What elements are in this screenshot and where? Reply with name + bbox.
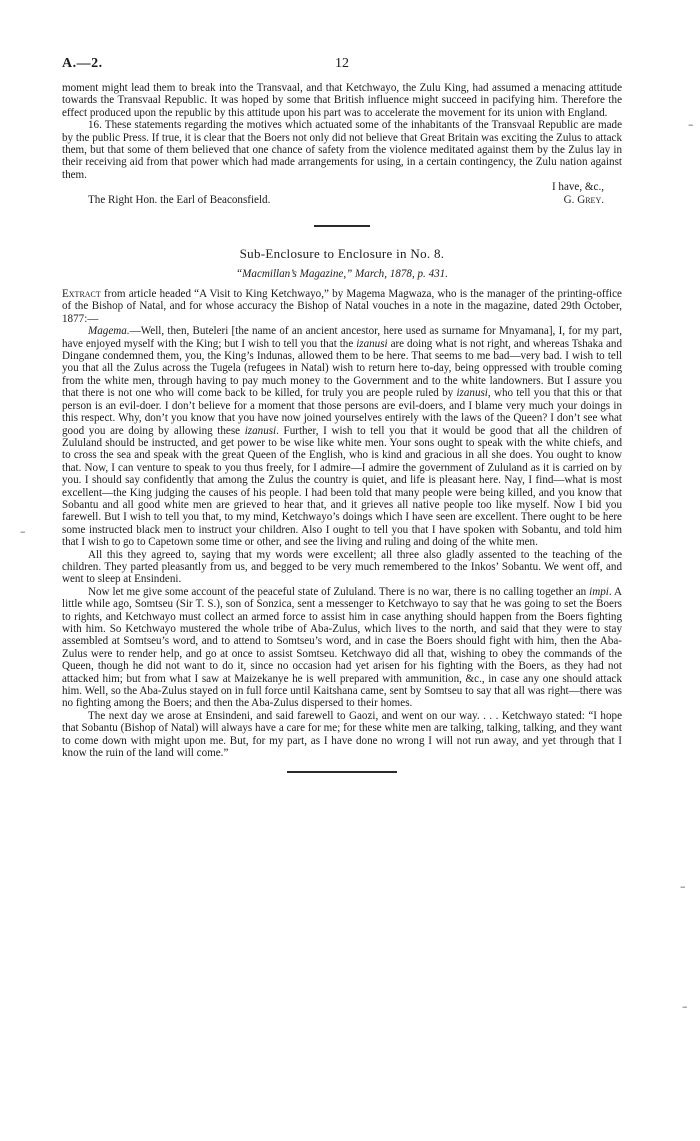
text-run: . Further, I wish to tell you that it would be good that all the children of Zululand should be instructed, and get power to be wise like white men. Your sons ought to speak with the white chiefs, and to cross the sea and speak with the great Queen of the English, who is kind and gracious in all she does. You ought to know that. Now, I can venture to speak to you thus freely, for I admire—I admire the government of Zululand as it is carried on by you. I should say confidently that among the Zulus the country is quiet, and life is pleasant here. Nay, I find—what is most excellent—the King judging the causes of his people. I had been told that many people were being killed, and you know that Sobantu and all good white men are grieved to hear that, and it grieves all native people too like myself. Now I bid you farewell. But I wish to tell you that, to my mind, Ketchwayo’s doings which I have seen are excellent. There ought to be here some instructed black men to instruct your children. Also I ought to tell you that I have spoken with Sobantu, and told him that I wish to go to Capetown some time or other, and see the living and ruling and doing of the white men. (62, 424, 622, 549)
paragraph-peace (62, 586, 622, 710)
paragraph-agreed: All this they agreed to, saying that my words were excellent; all three also gladly assented to the teaching of the children. They parted pleasantly from us, and begged to be very much remembered to the Inkos’ Sobantu. We went off, and went to sleep at Ensindeni. (62, 548, 622, 586)
extract-text: from article headed “A Visit to King Ketchwayo,” by Magema Magwaza, who is the manager of the printing-office of the Bishop of Natal, and for whose accuracy the Bishop of Natal vouches in a note in the magazine, dated 29th October, 1877:— (62, 288, 622, 325)
paragraph-16: 16. These statements regarding the motives which actuated some of the inhabitants of the Transvaal Republic are made by the public Press. If true, it is clear that the Boers not only did not believe that Great Britain was exciting the Zulus to attack them, but that some of them believed that one chance of safety from the violence meditated against them by the Zulus lay in their receiving aid from that power which had made arrangements for using, in a certain contingency, the Zulu nation against them. (62, 119, 622, 181)
addressee: The Right Hon. the Earl of Beaconsfield. (88, 193, 271, 206)
end-divider (287, 771, 397, 773)
italic-term: izanusi (244, 424, 277, 437)
extract-intro (62, 288, 622, 325)
text-run: —Well, then, Buteleri [the name of an ancient ancestor, here used as surname for Mnyamana], I, for my part, have enjoyed myself with the King; but I wish to tell you that the (62, 325, 622, 350)
extract-body (62, 288, 622, 759)
extract-lead: Extract (62, 288, 101, 301)
margin-mark: – (20, 525, 26, 538)
margin-mark: – (680, 880, 686, 893)
signature (564, 194, 604, 206)
margin-mark: – (682, 1000, 688, 1013)
signature-name: G. Grey. (563, 193, 604, 206)
text-run: . A little while ago, Somtseu (Sir T. S.), son of Sonzica, sent a messenger to Ketchwayo to say that he was going to set the Boers to rights, and Ketchwayo must collect an armed force to assist him in case anything should happen from the Boers fighting with him. So Ketchwayo mustered the whole tribe of Aba-Zulus, which lives to the north, and said that they were to stay assembled at Somtseu’s word, and to attend to Somtseu’s word, and in case the Boers should fight with him, then the Aba-Zulus were to render help, and go at once to assist Somtseu. Ketchwayo did all that, wishing to obey the commands of the Queen, though he did not want to do it, since no occasion had yet arisen for his fighting with the Boers, as they had not attacked him; but from what I saw at Maizekanye he is well prepared with ammunition, &c., in case any one should attack him. Well, so the Aba-Zulus stayed on in full force until Kaitshana came, sent by Somtseu to say that all was right—there was no fighting among the Boers; and then the Aba-Zulus dispersed to their homes. (62, 585, 622, 710)
section-divider (314, 225, 370, 227)
italic-term: izanusi (456, 387, 488, 400)
text-run: , who tell you that this or that person is an evil-doer. I don’t believe for a moment that those persons are evil-doers, and I blame very much your doings in this respect. Why, don’t you know that you have now joined yourselves entirely with the laws of the Queen? I don’t see what good you are doing by allowing these (62, 387, 622, 437)
speaker-name: Magema. (88, 325, 130, 338)
paragraph-magema (62, 325, 622, 548)
document-code: A.—2. (62, 56, 103, 71)
source-citation: “Macmillan’s Magazine,” March, 1878, p. 431. (235, 268, 448, 281)
closing-line: I have, &c., (551, 181, 604, 194)
text-run: are doing what is not right, and whereas Tshaka and Dingane condemned them, you, the King’s Indunas, allowed them to be here. That seems to me bad—very bad. I wish to tell you that all the Zulus across the Tugela (refugees in Natal) wish to return here to-day, being oppressed with trouble coming from the white men, through having to pay much money to the Government and to the white landowners. But I assure you that there is not one who will come back to be killed, for truly you are people ruled by (62, 337, 622, 400)
page-number: 12 (335, 56, 349, 71)
italic-term: izanusi (356, 337, 388, 350)
margin-mark: – (688, 118, 694, 131)
italic-term: impi (589, 585, 609, 598)
paragraph-next-day: The next day we arose at Ensindeni, and said farewell to Gaozi, and went on our way. . . . Ketchwayo stated: “I hope that Sobantu (Bishop of Natal) will always have a care for me; for these white men are talking, talking, talking, and they want to come down with might upon me. But, for my part, as I have done no wrong I will not run away, and yet through that I know the ruin of the land will come.” (62, 709, 622, 760)
document-page (62, 56, 622, 773)
page-header (62, 56, 622, 76)
text-run: Now let me give some account of the peaceful state of Zululand. There is no war, there is no calling together an (88, 585, 590, 598)
letter-body (62, 82, 622, 206)
paragraph-intro: moment might lead them to break into the Transvaal, and that Ketchwayo, the Zulu King, had assumed a menacing attitude towards the Transvaal Republic. It was hoped by some that British influence might succeed in pacifying him. Therefore the effect produced upon the republic by this attitude upon his part was to accelerate the movement for its union with England. (62, 82, 622, 119)
section-title: Sub-Enclosure to Enclosure in No. 8. (239, 246, 445, 262)
signature-row (62, 194, 622, 206)
